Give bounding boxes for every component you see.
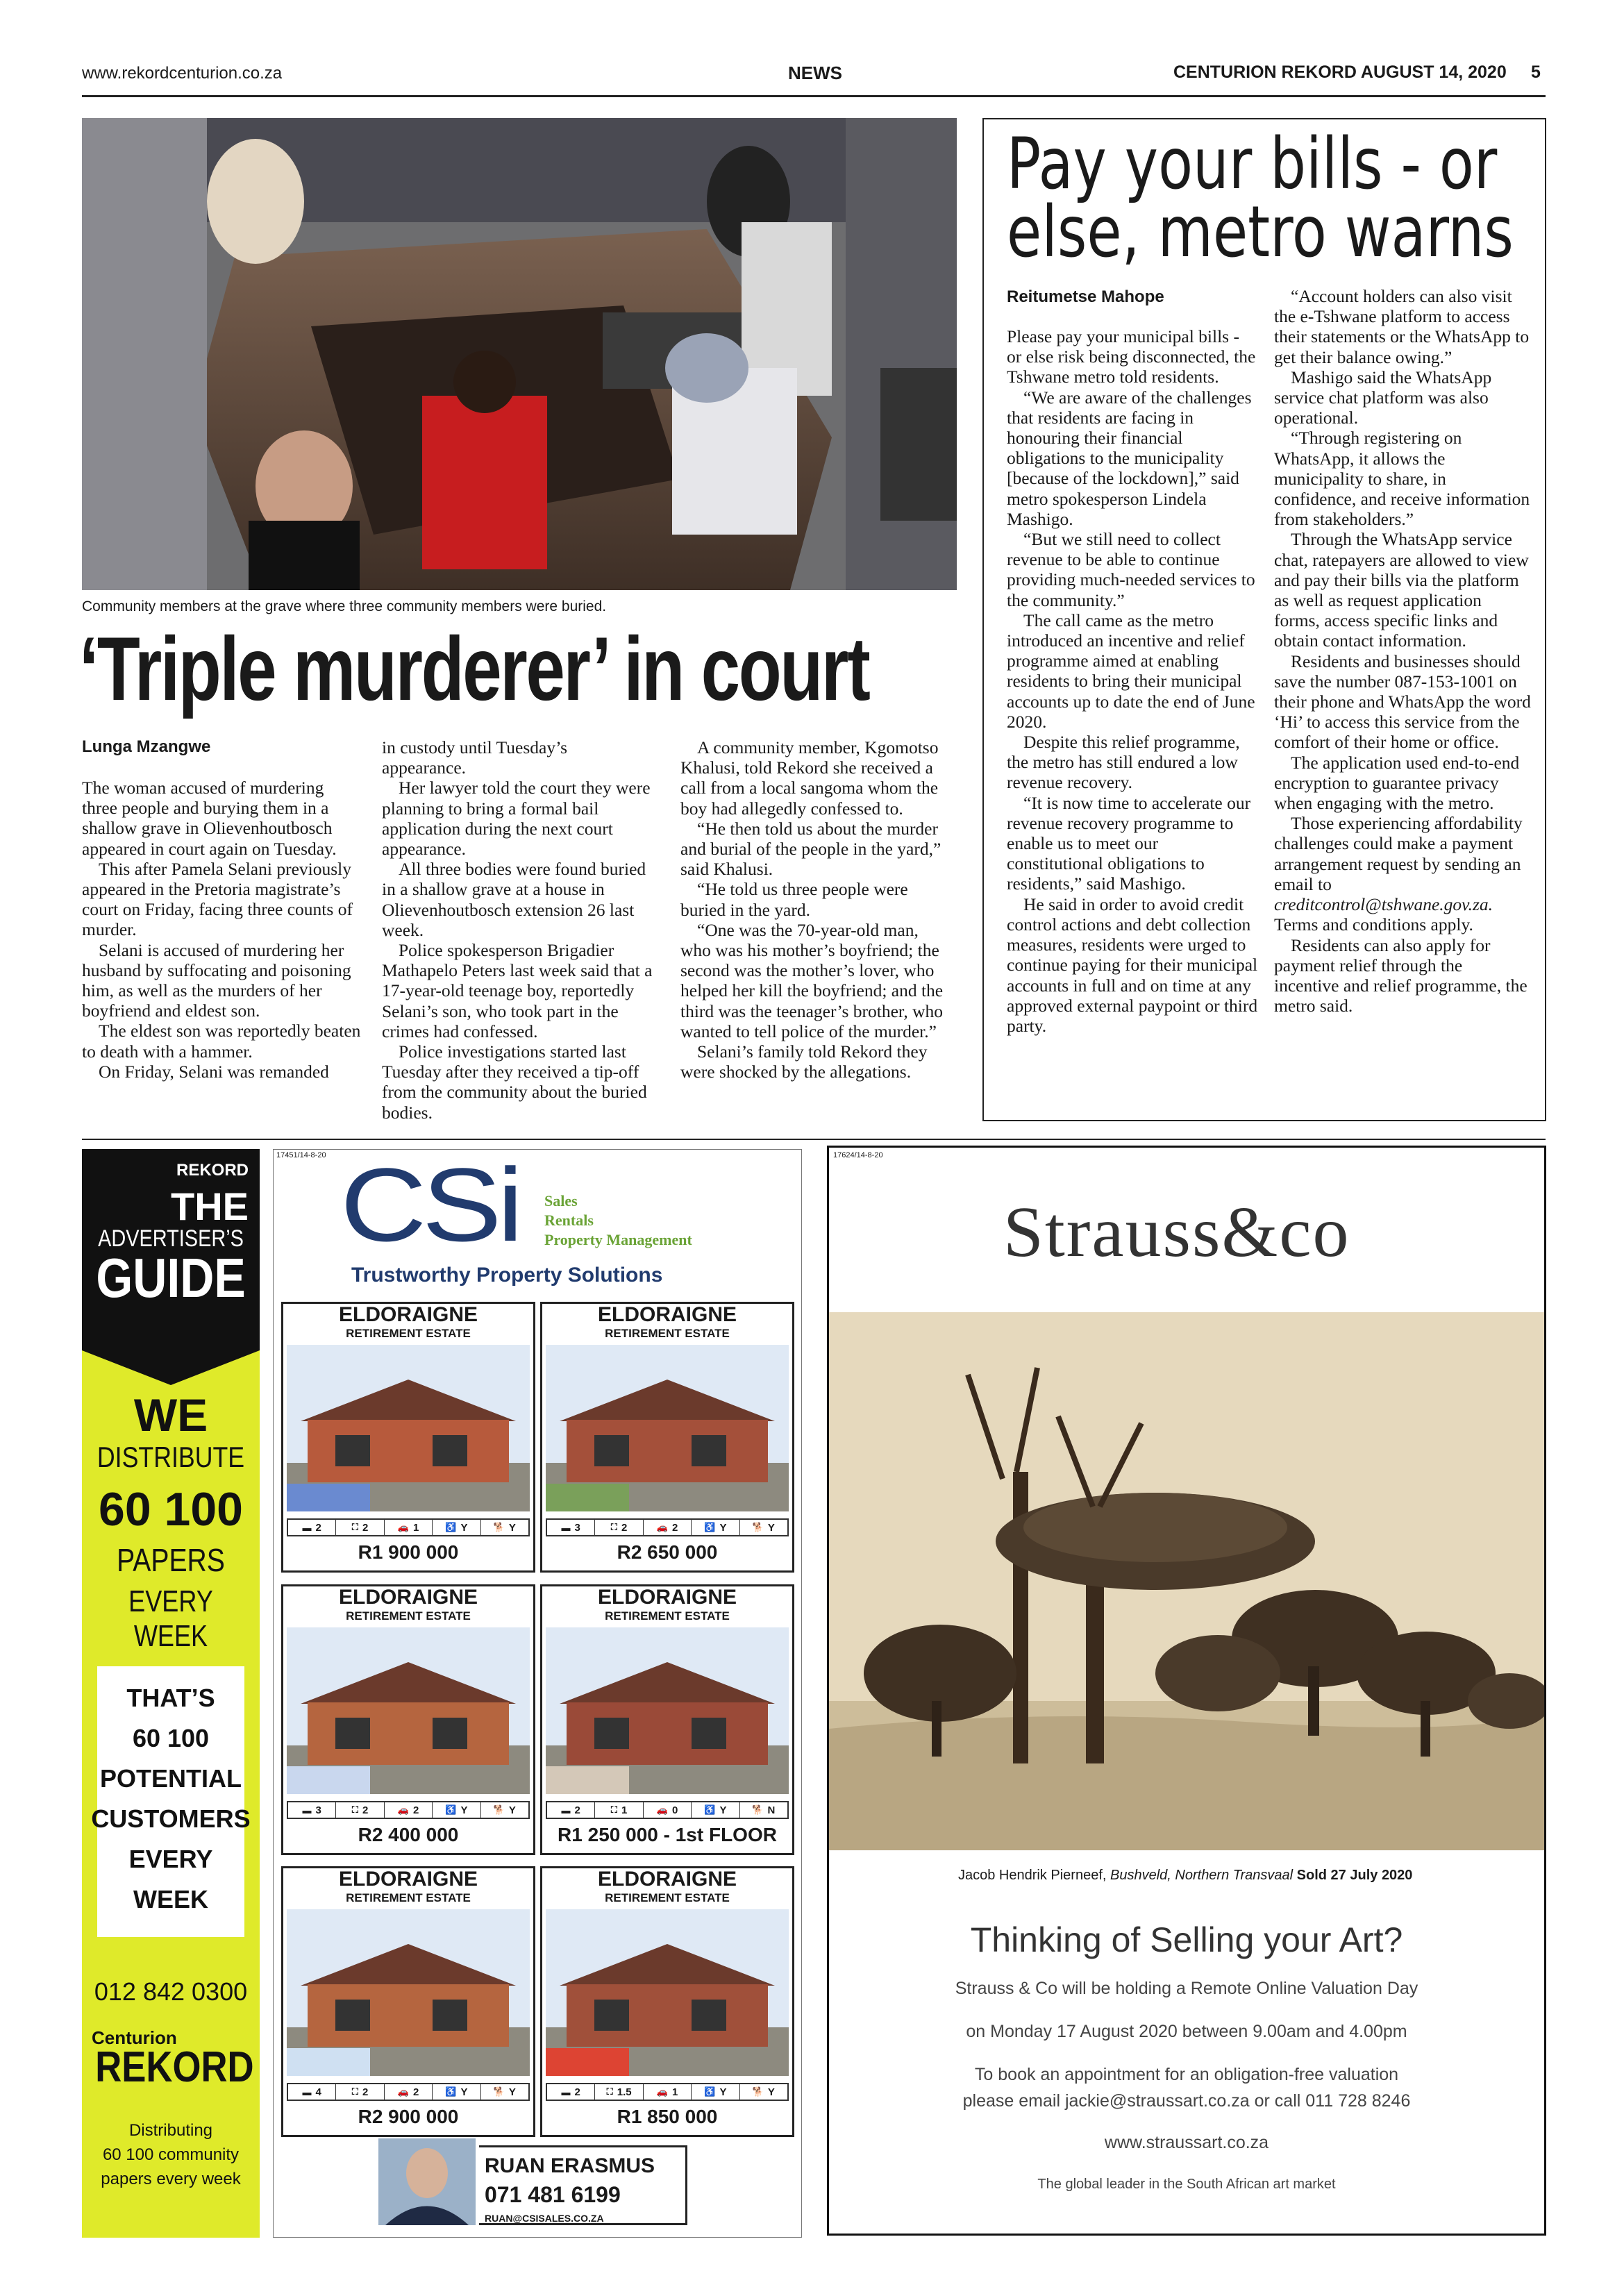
property-price: R1 850 000 — [617, 2106, 718, 2127]
property-estate: ELDORAIGNE — [597, 1586, 737, 1609]
bed-icon — [547, 1520, 595, 1535]
property-estate-sub: RETIREMENT ESTATE — [346, 1891, 471, 1904]
access-icon — [692, 2084, 739, 2100]
property-features — [546, 1518, 789, 1536]
pet-icon-glyph: 🐕 — [752, 1522, 764, 1532]
csi-sales: Sales — [544, 1192, 578, 1209]
feature-value: 2 — [362, 2086, 369, 2098]
pet-icon-glyph: 🐕 — [493, 2086, 505, 2097]
agent-email[interactable]: RUAN@CSISALES.CO.ZA — [485, 2213, 604, 2224]
paragraph: Residents can also apply for payment relief through the incentive and relief programme, the metro said. — [1274, 935, 1527, 1016]
bed-icon-glyph: ▬ — [302, 1522, 312, 1533]
paragraph: “Through registering on WhatsApp, it allows the municipality to share, in confidence, and receive information from stakeholders.” — [1274, 428, 1530, 530]
bed-icon — [547, 2084, 595, 2100]
paragraph: Please pay your municipal bills - or else risk being disconnected, the Tshwane metro told residents. — [1007, 326, 1256, 387]
paragraph: “One was the 70-year-old man, who was his mother’s boyfriend; the second was the mother’s lover, who helped her kill the boyfriend; and the third was the teenager’s brother, who wanted to tell police of the murder.” — [680, 919, 944, 1041]
guide-brand: REKORD — [176, 1161, 249, 1180]
bath-icon — [595, 2084, 643, 2100]
paragraph: Selani’s family told Rekord they were shocked by the allegations. — [680, 1041, 928, 1082]
pet-icon — [740, 1802, 787, 1818]
garage-icon — [385, 1520, 433, 1535]
paragraph: “We are aware of the challenges that residents are facing in honouring their financial obligations to the municipality [because of the lockdown],” said metro spokesperson Lindela Mashigo. — [1007, 387, 1252, 529]
headline-line-2: else, metro warns — [1007, 191, 1514, 274]
access-icon-glyph: ♿ — [704, 1804, 716, 1815]
guide-advertisers: ADVERTISER’S — [98, 1225, 244, 1252]
bath-icon-glyph: ⛶ — [351, 1804, 358, 1815]
feature-value: 4 — [315, 2086, 321, 2098]
paragraph: This after Pamela Selani previously appeared in the Pretoria magistrate’s court on Friday, facing three counts of murder. — [82, 858, 353, 940]
guide-we: WE — [133, 1389, 208, 1441]
story2-column-2 — [1274, 286, 1531, 1016]
bath-icon-glyph: ⛶ — [610, 1804, 617, 1815]
strauss-line-2: on Monday 17 August 2020 between 9.00am and 4.00pm — [966, 2022, 1407, 2041]
property-price: R1 900 000 — [358, 1541, 459, 1563]
feature-value: 2 — [315, 1521, 321, 1534]
artwork-title: Bushveld, Northern Transvaal — [1110, 1868, 1294, 1883]
feature-value: 2 — [362, 1521, 369, 1534]
property-price: R2 400 000 — [358, 1824, 459, 1845]
paragraph: The woman accused of murdering three people and burying them in a shallow grave in Olievenhoutbosch appeared in court again on Tuesday. — [82, 778, 337, 859]
guide-distribute: DISTRIBUTE — [97, 1441, 245, 1473]
agent-photo — [378, 2138, 476, 2225]
paragraph — [1274, 813, 1531, 935]
paragraph: “He then told us about the murder and burial of the people in the yard,” said Khalusi. — [680, 818, 941, 880]
headline-triple-murderer: ‘Triple murderer’ in court — [79, 618, 869, 719]
property-estate: ELDORAIGNE — [338, 1868, 478, 1891]
feature-value: 0 — [671, 1804, 678, 1816]
guide-every-week: EVERY WEEK — [128, 1584, 213, 1653]
pet-icon — [740, 2084, 787, 2100]
bath-icon — [595, 1802, 643, 1818]
property-estate-sub: RETIREMENT ESTATE — [605, 1891, 730, 1904]
bath-icon — [595, 1520, 643, 1535]
property-estate-sub: RETIREMENT ESTATE — [346, 1609, 471, 1623]
access-icon — [433, 1520, 480, 1535]
bath-icon-glyph: ⛶ — [606, 2086, 613, 2097]
paragraph: “He told us three people were buried in the yard. — [680, 879, 908, 920]
access-icon — [433, 2084, 480, 2100]
strauss-line-3: To book an appointment for an obligation-free valuation — [974, 2065, 1399, 2084]
paragraph: All three bodies were found buried in a shallow grave at a house in Olievenhoutbosch extension 26 last week. — [382, 859, 646, 940]
access-icon — [433, 1802, 480, 1818]
property-features — [546, 1801, 789, 1819]
access-icon-glyph: ♿ — [704, 1522, 716, 1532]
guide-phone[interactable]: 012 842 0300 — [94, 1977, 248, 2006]
site-url: www.rekordcenturion.co.za — [82, 64, 283, 83]
artwork-sold: Sold 27 July 2020 — [1296, 1868, 1413, 1883]
strauss-slogan: The global leader in the South African art market — [1037, 2177, 1336, 2192]
feature-value: 1 — [412, 1521, 419, 1534]
access-icon — [692, 1520, 739, 1535]
feature-value: Y — [460, 1521, 468, 1534]
garage-icon-glyph: 🚗 — [656, 2086, 668, 2097]
paragraph: Through the WhatsApp service chat, ratepayers are allowed to view and pay their bills via the platform as well as request application forms, access specific links and obtain contact information. — [1274, 529, 1529, 651]
property-features — [546, 2083, 789, 2101]
credit-email-link[interactable]: creditcontrol@tshwane.gov.za. — [1274, 894, 1493, 915]
paragraph: Selani is accused of murdering her husband by suffocating and poisoning him, as well as the murders of her boyfriend and eldest son. — [82, 939, 351, 1021]
story1-column-3 — [680, 737, 951, 1082]
paragraph: “But we still need to collect revenue to be able to continue providing much-needed services to the community.” — [1007, 529, 1255, 610]
artwork-artist: Jacob Hendrik Pierneef, — [958, 1868, 1107, 1883]
feature-value: 3 — [574, 1521, 580, 1534]
bed-icon — [288, 2084, 336, 2100]
property-features — [287, 1801, 530, 1819]
access-icon-glyph: ♿ — [445, 1522, 457, 1532]
agent-phone[interactable]: 071 481 6199 — [485, 2182, 621, 2207]
paragraph: Mashigo said the WhatsApp service chat platform was also operational. — [1274, 367, 1492, 428]
property-photo — [287, 1909, 530, 2076]
guide-dist-2: 60 100 community — [102, 2145, 240, 2164]
property-estate: ELDORAIGNE — [338, 1303, 478, 1326]
pet-icon — [481, 2084, 528, 2100]
csi-rentals: Rentals — [544, 1212, 594, 1229]
garage-icon-glyph: 🚗 — [397, 1804, 409, 1815]
paragraph: Despite this relief programme, the metro has still endured a low revenue recovery. — [1007, 732, 1240, 793]
guide-centurion: Centurion — [92, 2027, 177, 2048]
garage-icon — [644, 1520, 692, 1535]
pet-icon-glyph: 🐕 — [493, 1522, 505, 1532]
paragraph: On Friday, Selani was remanded — [99, 1061, 329, 1082]
paragraph: in custody until Tuesday’s appearance. — [382, 737, 568, 778]
terms-text: Terms and conditions apply. — [1274, 914, 1473, 935]
bed-icon — [288, 1802, 336, 1818]
bath-icon — [336, 2084, 384, 2100]
paragraph: A community member, Kgomotso Khalusi, told Rekord she received a call from a local sangoma whom the boy had allegedly confessed to. — [680, 737, 939, 819]
paragraph: The application used end-to-end encryption to guarantee privacy when engaging with the metro. — [1274, 752, 1520, 814]
agent-name: RUAN ERASMUS — [485, 2154, 655, 2177]
pet-icon-glyph: 🐕 — [752, 2086, 764, 2097]
access-icon-glyph: ♿ — [445, 2086, 457, 2097]
garage-icon-glyph: 🚗 — [656, 1804, 668, 1815]
paragraph: Police spokesperson Brigadier Mathapelo Peters last week said that a 17-year-old teenage boy, reportedly Selani’s son, who took part in the crimes had confessed. — [382, 940, 653, 1041]
artwork-credit — [958, 1868, 1412, 1884]
feature-value: Y — [719, 1804, 727, 1816]
property-price: R1 250 000 - 1st FLOOR — [558, 1824, 777, 1845]
access-icon-glyph: ♿ — [445, 1804, 457, 1815]
garage-icon — [644, 2084, 692, 2100]
email-lead: Those experiencing affordability challenges could make a payment arrangement request by sending an email to — [1274, 813, 1523, 894]
strauss-logo: Strauss&co — [1003, 1192, 1350, 1272]
guide-customers: CUSTOMERS — [91, 1804, 251, 1833]
access-icon-glyph: ♿ — [704, 2086, 716, 2097]
garage-icon-glyph: 🚗 — [397, 1522, 409, 1532]
feature-value: 2 — [412, 1804, 419, 1816]
guide-count: 60 100 — [99, 1483, 243, 1536]
pet-icon — [481, 1802, 528, 1818]
section-label: NEWS — [788, 62, 842, 83]
bed-icon-glyph: ▬ — [561, 2086, 571, 2097]
guide-count2: 60 100 — [132, 1724, 210, 1752]
feature-value: 1 — [671, 2086, 678, 2098]
feature-value: 2 — [362, 1804, 369, 1816]
headline-pay-your-bills — [1007, 123, 1514, 274]
feature-value: 1 — [621, 1804, 628, 1816]
csi-ref: 17451/14-8-20 — [276, 1151, 326, 1159]
strauss-ref: 17624/14-8-20 — [833, 1151, 883, 1159]
pet-icon — [481, 1520, 528, 1535]
feature-value: Y — [719, 2086, 727, 2098]
feature-value: Y — [508, 1521, 516, 1534]
feature-value: 3 — [315, 1804, 321, 1816]
property-features — [287, 2083, 530, 2101]
guide-potential: POTENTIAL — [100, 1764, 242, 1793]
story2-column-1 — [1007, 326, 1258, 1036]
property-photo — [546, 1345, 789, 1511]
byline-story2: Reitumetse Mahope — [1007, 287, 1164, 306]
garage-icon — [644, 1802, 692, 1818]
section-rule — [82, 1139, 1546, 1140]
property-estate: ELDORAIGNE — [597, 1303, 737, 1326]
garage-icon — [385, 2084, 433, 2100]
strauss-line-4[interactable]: please email jackie@straussart.co.za or call 011 728 8246 — [962, 2091, 1411, 2111]
pet-icon-glyph: 🐕 — [752, 1804, 764, 1815]
guide-dist-3: papers every week — [101, 2170, 241, 2188]
pet-icon — [740, 1520, 787, 1535]
feature-value: 2 — [574, 2086, 580, 2098]
feature-value: Y — [460, 1804, 468, 1816]
guide-every: EVERY — [128, 1845, 213, 1873]
property-estate: ELDORAIGNE — [597, 1868, 737, 1891]
bath-icon-glyph: ⛶ — [351, 1522, 358, 1532]
bed-icon-glyph: ▬ — [302, 2086, 312, 2097]
bath-icon-glyph: ⛶ — [610, 1522, 617, 1532]
property-estate-sub: RETIREMENT ESTATE — [605, 1609, 730, 1623]
artwork-bushveld — [829, 1312, 1544, 1850]
story1-column-2 — [382, 737, 653, 1123]
bed-icon — [288, 1520, 336, 1535]
garage-icon-glyph: 🚗 — [397, 2086, 409, 2097]
bed-icon-glyph: ▬ — [561, 1522, 571, 1533]
access-icon — [692, 1802, 739, 1818]
byline-story1: Lunga Mzangwe — [82, 737, 211, 756]
strauss-heading: Thinking of Selling your Art? — [970, 1920, 1403, 1959]
guide-dist-1: Distributing — [128, 2121, 213, 2140]
feature-value: Y — [767, 2086, 775, 2098]
property-price: R2 650 000 — [617, 1541, 718, 1563]
property-estate-sub: RETIREMENT ESTATE — [605, 1327, 730, 1340]
header-rule — [82, 95, 1546, 97]
paragraph: “It is now time to accelerate our revenue recovery programme to enable us to meet our constitutional obligations to residents,” said Mashigo. — [1007, 792, 1251, 894]
guide-the: THE — [171, 1184, 249, 1228]
guide-arrow — [82, 1350, 260, 1385]
guide-papers: PAPERS — [117, 1542, 225, 1578]
paragraph: “Account holders can also visit the e-Tshwane platform to access their statements or the WhatsApp to get their balance owing.” — [1274, 286, 1530, 367]
csi-logo: CSi — [340, 1146, 519, 1263]
feature-value: Y — [460, 2086, 468, 2098]
csi-property-management: Property Management — [544, 1231, 692, 1248]
paper-date: CENTURION REKORD AUGUST 14, 2020 — [1173, 62, 1507, 82]
garage-icon-glyph: 🚗 — [656, 1522, 668, 1532]
paragraph: The eldest son was reportedly beaten to death with a hammer. — [82, 1021, 361, 1062]
story1-column-1 — [82, 778, 361, 1082]
property-price: R2 900 000 — [358, 2106, 459, 2127]
feature-value: N — [767, 1804, 776, 1816]
guide-thats: THAT’S — [126, 1684, 215, 1712]
bath-icon-glyph: ⛶ — [351, 2086, 358, 2097]
strauss-website[interactable]: www.straussart.co.za — [1104, 2133, 1269, 2152]
property-photo — [287, 1627, 530, 1794]
property-estate: ELDORAIGNE — [338, 1586, 478, 1609]
bath-icon — [336, 1520, 384, 1535]
strauss-line-1: Strauss & Co will be holding a Remote Online Valuation Day — [955, 1979, 1418, 1998]
grave-photo — [82, 118, 957, 590]
photo-caption: Community members at the grave where three community members were buried. — [82, 598, 607, 614]
feature-value: 2 — [621, 1521, 628, 1534]
guide-guide: GUIDE — [96, 1247, 246, 1309]
csi-tagline: Trustworthy Property Solutions — [351, 1264, 663, 1287]
garage-icon — [385, 1802, 433, 1818]
page-number: 5 — [1531, 62, 1541, 82]
property-photo — [546, 1909, 789, 2076]
feature-value: Y — [508, 1804, 516, 1816]
feature-value: Y — [767, 1521, 775, 1534]
headline-line-1: Pay your bills - or — [1007, 123, 1498, 206]
paragraph: Her lawyer told the court they were planning to bring a formal bail application during the next court appearance. — [382, 778, 651, 860]
property-estate-sub: RETIREMENT ESTATE — [346, 1327, 471, 1340]
pet-icon-glyph: 🐕 — [493, 1804, 505, 1815]
bed-icon-glyph: ▬ — [561, 1804, 571, 1816]
bed-icon-glyph: ▬ — [302, 1804, 312, 1816]
paragraph: Residents and businesses should save the number 087-153-1001 on their phone and WhatsApp the word ‘Hi’ to access this service from the comfort of their home or office. — [1274, 651, 1531, 753]
feature-value: 2 — [412, 2086, 419, 2098]
feature-value: 2 — [574, 1804, 580, 1816]
property-photo — [546, 1627, 789, 1794]
property-features — [287, 1518, 530, 1536]
feature-value: 2 — [671, 1521, 678, 1534]
paragraph: The call came as the metro introduced an incentive and relief programme aimed at enabling residents to bring their municipal accounts up to date the end of June 2020. — [1007, 610, 1255, 732]
guide-week: WEEK — [133, 1885, 208, 1913]
feature-value: Y — [508, 2086, 516, 2098]
feature-value: 1.5 — [617, 2086, 632, 2098]
bath-icon — [336, 1802, 384, 1818]
guide-rekord-logo: REKORD — [95, 2043, 254, 2091]
feature-value: Y — [719, 1521, 727, 1534]
bed-icon — [547, 1802, 595, 1818]
paragraph: Police investigations started last Tuesday after they received a tip-off from the community about the buried bodies. — [382, 1041, 647, 1123]
paragraph: He said in order to avoid credit control actions and debt collection measures, residents were urged to continue paying for their municipal accounts in full and on time at any approved external paypoint or third party. — [1007, 894, 1258, 1036]
property-photo — [287, 1345, 530, 1511]
